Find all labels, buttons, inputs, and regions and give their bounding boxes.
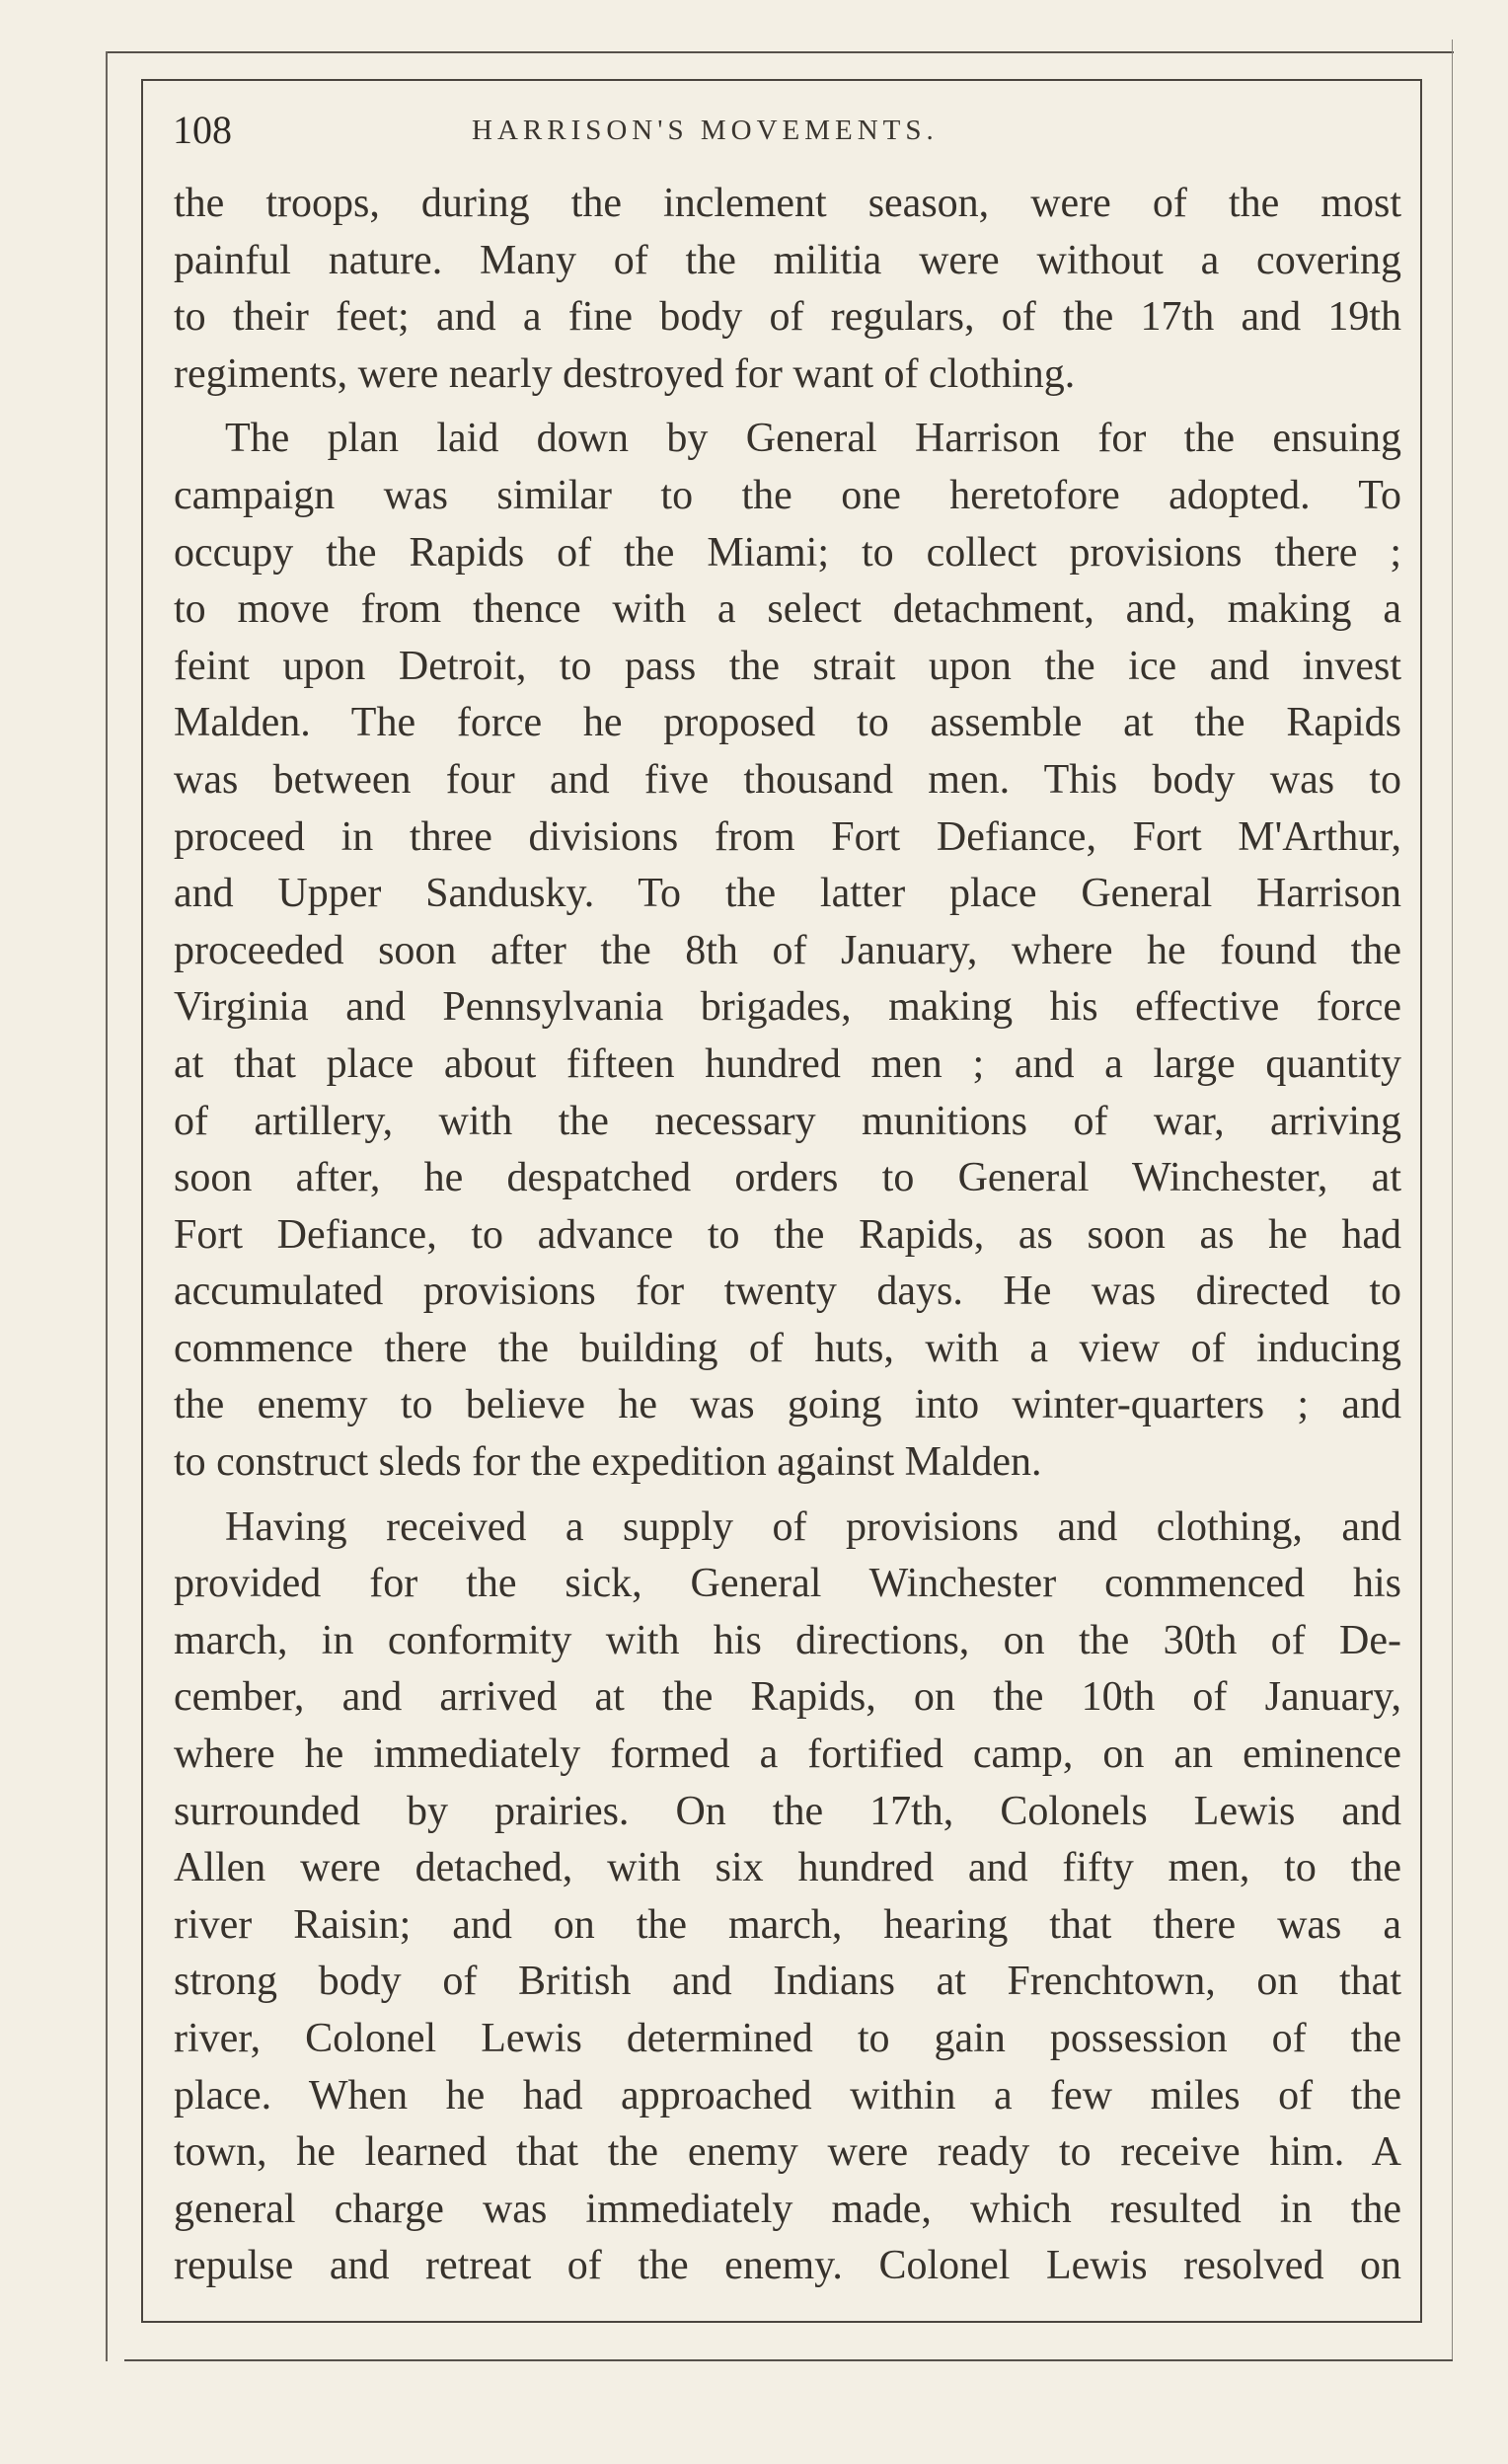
text-line: where he immediately formed a fortified camp, on an eminence: [174, 1732, 1401, 1778]
text-line: proceed in three divisions from Fort Defiance, Fort M'Arthur,: [174, 813, 1401, 860]
text-line: feint upon Detroit, to pass the strait upon the ice and invest: [174, 643, 1401, 689]
outer-border-top: [106, 51, 1454, 53]
text-line: soon after, he despatched orders to General Winchester, at: [174, 1155, 1401, 1201]
outer-border-right: [1452, 39, 1453, 2359]
text-line: the troops, during the inclement season, were of the most: [174, 181, 1401, 226]
text-line: of artillery, with the necessary munitions of war, arriving: [174, 1098, 1401, 1144]
text-line: to construct sleds for the expedition against Malden.: [174, 1439, 1042, 1486]
text-line: march, in conformity with his directions, on the 30th of De-: [174, 1617, 1401, 1663]
page-number: 108: [173, 108, 232, 152]
text-line: Allen were detached, with six hundred and fifty men, to the: [174, 1845, 1401, 1891]
text-line: Virginia and Pennsylvania brigades, making his effective force: [174, 984, 1401, 1031]
text-line: and Upper Sandusky. To the latter place General Harrison: [174, 871, 1401, 917]
text-line: accumulated provisions for twenty days. He was directed to: [174, 1269, 1401, 1315]
text-line: provided for the sick, General Winchester commenced his: [174, 1561, 1401, 1607]
text-line: Having received a supply of provisions and clothing, and: [225, 1503, 1401, 1550]
text-line: the enemy to believe he was going into winter-quarters ; and: [174, 1382, 1401, 1428]
body-text: [174, 176, 1401, 2295]
text-line: town, he learned that the enemy were ready to receive him. A: [174, 2129, 1401, 2176]
text-line: The plan laid down by General Harrison for the ensuing: [225, 416, 1401, 462]
text-line: was between four and five thousand men. This body was to: [174, 756, 1401, 803]
text-line: cember, and arrived at the Rapids, on the 10th of January,: [174, 1674, 1401, 1721]
text-line: strong body of British and Indians at Frenchtown, on that: [174, 1959, 1401, 2005]
text-line: to their feet; and a fine body of regulars, of the 17th and 19th: [174, 294, 1401, 341]
text-line: to move from thence with a select detachment, and, making a: [174, 586, 1401, 633]
text-line: place. When he had approached within a few miles of the: [174, 2072, 1401, 2118]
text-line: surrounded by prairies. On the 17th, Colonels Lewis and: [174, 1788, 1401, 1834]
outer-border-left: [106, 51, 108, 2361]
text-line: repulse and retreat of the enemy. Colonel Lewis resolved on: [174, 2243, 1401, 2289]
outer-border-bottom: [124, 2359, 1453, 2361]
text-line: painful nature. Many of the militia were without a covering: [174, 237, 1401, 283]
text-line: Fort Defiance, to advance to the Rapids, as soon as he had: [174, 1211, 1401, 1258]
text-line: river Raisin; and on the march, hearing that there was a: [174, 1901, 1401, 1948]
text-line: general charge was immediately made, which resulted in the: [174, 2186, 1401, 2232]
text-line: at that place about fifteen hundred men ; and a large quantity: [174, 1040, 1401, 1087]
text-line: Malden. The force he proposed to assemble at the Rapids: [174, 700, 1401, 746]
text-line: proceeded soon after the 8th of January, where he found the: [174, 927, 1401, 973]
text-line: campaign was similar to the one heretofore adopted. To: [174, 472, 1401, 518]
text-line: occupy the Rapids of the Miami; to collect provisions there ;: [174, 529, 1401, 576]
text-line: commence there the building of huts, with a view of inducing: [174, 1325, 1401, 1371]
running-head: HARRISON'S MOVEMENTS.: [472, 115, 939, 146]
text-line: regiments, were nearly destroyed for want of clothing.: [174, 350, 1076, 397]
text-line: river, Colonel Lewis determined to gain possession of the: [174, 2016, 1401, 2061]
